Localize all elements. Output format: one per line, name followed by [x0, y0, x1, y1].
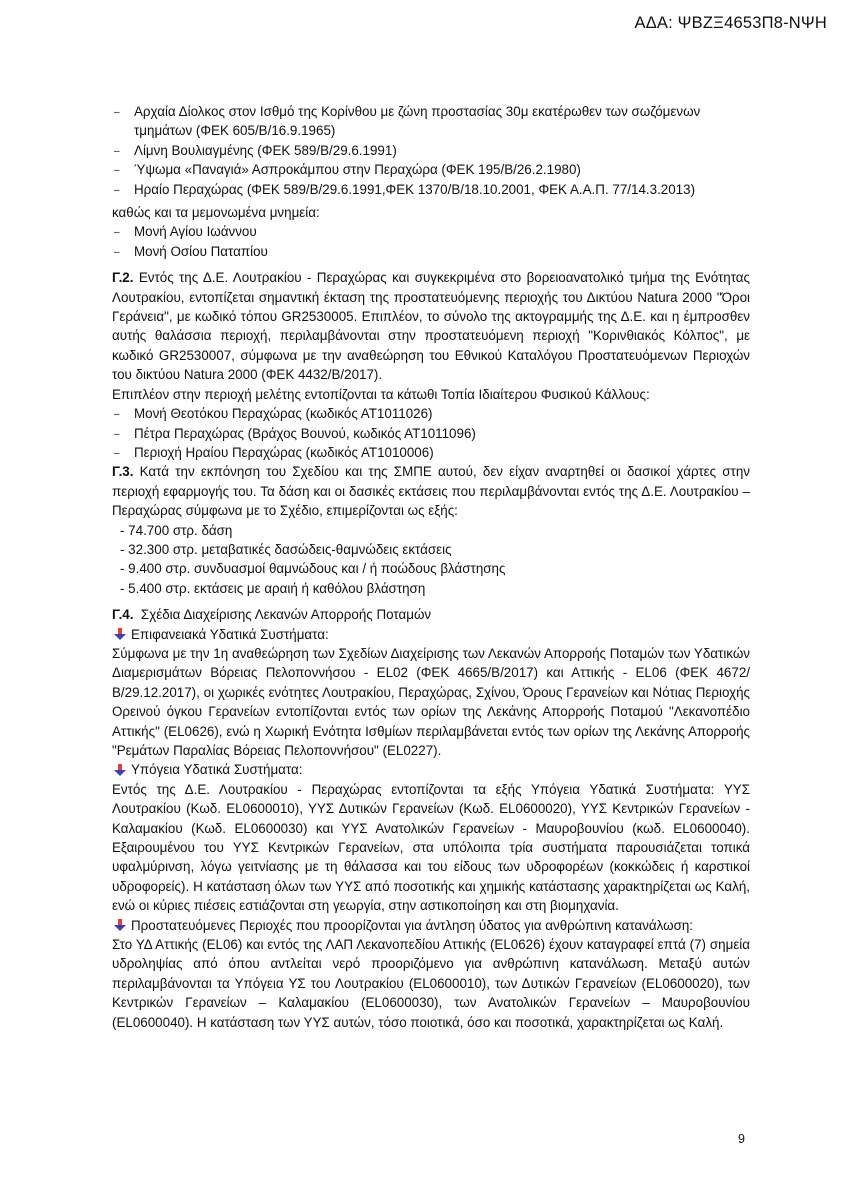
surface-heading [112, 625, 750, 644]
list-item: – Πέτρα Περαχώρας (Βράχος Βουνού, κωδικός ΑΤ1011096) [112, 424, 750, 443]
landscape-intro: Επιπλέον στην περιοχή μελέτης εντοπίζονται τα κάτωθι Τοπία Ιδιαίτερου Φυσικού Κάλλους: [112, 386, 650, 402]
list-item: - 5.400 στρ. εκτάσεις με αραιή ή καθόλου βλάστηση [120, 580, 426, 596]
list-item: - 9.400 στρ. συνδυασμοί θαμνώδους και / ή ποώδους βλάστησης [120, 561, 506, 577]
section-label: Γ.3. [112, 464, 134, 480]
surface-heading-text: Επιφανειακά Υδατικά Συστήματα: [131, 626, 329, 642]
section-g4-title [112, 605, 750, 624]
list-item: – Αρχαία Δίολκος στον Ισθμό της Κορίνθου με ζώνη προστασίας 30μ εκατέρωθεν των σωζόμενων τμημάτων (ΦΕΚ 605/Β/16.9.1965) [112, 102, 750, 141]
page-number: 9 [738, 1132, 745, 1146]
list-item: – Περιοχή Ηραίου Περαχώρας (κωδικός ΑΤ1010006) [112, 443, 750, 462]
arrow-down-icon [114, 628, 126, 641]
section-g3 [112, 462, 750, 520]
protected-text: Στο ΥΔ Αττικής (EL06) και εντός της ΛΑΠ Λεκανοπεδίου Αττικής (EL0626) έχουν καταγραφεί επτά (7) σημεία υδροληψίας από όπου αντλείται νερό προοριζόμενο για ανθρώπινη κατανάλωση. Μεταξύ αυτών περιλαμβάνονται τα Υπόγεια ΥΣ του Λουτρακίου (EL0600010), των Δυτικών Γερανείων (EL0600020), των Κεντρικών Γερανείων – Καλαμακίου (EL0600030), των Ανατολικών Γερανείων – Μαυροβουνίου (EL0600040). Η κατάσταση των ΥΥΣ αυτών, τόσο ποιοτικά, όσο και ποσοτικά, χαρακτηρίζεται ως Καλή. [112, 937, 750, 1030]
document-body [112, 102, 750, 1032]
section-text: Εντός της Δ.Ε. Λουτρακίου - Περαχώρας και συγκεκριμένα στο βορειοανατολικό τμήμα της Ενότητας Λουτρακίου, εντοπίζεται σημαντική έκταση της προστατευόμενης περιοχής του Δικτύου Natura 2000 "Όροι Γεράνεια", με κωδικό τόπου GR2530005. Επιπλέον, το σύνολο της ακτογραμμής της Δ.Ε. και η έμπροσθεν αυτής θαλάσσια περιοχή, περιλαμβάνονται στην προστατευόμενη περιοχή "Κορινθιακός Κόλπος", με κωδικό GR2530007, σύμφωνα με την αναθεώρηση του Εθνικού Καταλόγου Προστατευόμενων Περιοχών του δικτύου Natura 2000 (ΦΕΚ 4432/Β/2017). [112, 270, 750, 383]
ada-code: ΑΔΑ: ΨΒΖΞ4653Π8-ΝΨΗ [634, 14, 827, 32]
protected-heading [112, 916, 750, 935]
list-item: – Ύψωμα «Παναγιά» Ασπροκάμπου στην Περαχώρα (ΦΕΚ 195/Β/26.2.1980) [112, 160, 750, 179]
section-label: Γ.2. [112, 270, 134, 286]
isolated-intro: καθώς και τα μεμονωμένα μνημεία: [112, 205, 320, 221]
surface-text: Σύμφωνα με την 1η αναθεώρηση των Σχεδίων Διαχείρισης των Λεκανών Απορροής Ποταμών των Υδατικών Διαμερισμάτων Βόρειας Πελοποννήσου - EL02 (ΦΕΚ 4665/Β/2017) και Αττικής - EL06 (ΦΕΚ 4672/Β/29.12.2017), οι χωρικές ενότητες Λουτρακίου, Περαχώρας, Σχίνου, Όρους Γερανείων και Νότιας Περιοχής Ορεινού όγκου Γερανείων εντοπίζονται εντός των ορίων της Λεκάνης Απορροής Ποταμού "Λεκανοπέδιο Αττικής" (EL0626), ενώ η Χωρική Ενότητα Ισθμίων περιλαμβάνεται εντός των ορίων της Λεκάνης Απορροής "Ρεμάτων Παραλίας Βόρειας Πελοποννήσου" (EL0227). [112, 645, 750, 758]
section-g2 [112, 268, 750, 384]
list-item: – Ηραίο Περαχώρας (ΦΕΚ 589/Β/29.6.1991,ΦΕΚ 1370/Β/18.10.2001, ΦΕΚ Α.Α.Π. 77/14.3.2013) [112, 180, 750, 199]
ground-text: Εντός της Δ.Ε. Λουτρακίου - Περαχώρας εντοπίζονται τα εξής Υπόγεια Υδατικά Συστήματα: ΥΥΣ Λουτρακίου (Κωδ. EL0600010), ΥΥΣ Δυτικών Γερανείων (Κωδ. EL0600020), ΥΥΣ Κεντρικών Γερανείων - Καλαμακίου (Κωδ. EL0600030) και ΥΥΣ Ανατολικών Γερανείων - Μαυροβουνίου (κωδ. EL0600040). Εξαιρουμένου του ΥΥΣ Κεντρικών Γερανείων, στα υπόλοιπα τρία συστήματα παρουσιάζεται τοπικά υφαλμύρινση, λόγω γειτνίασης με τη θάλασσα και του είδους των υδροφορέων (κοκκώδεις ή καρστικοί υδροφορείς). Η κατάσταση όλων των ΥΥΣ από ποσοτικής και χημικής κατάστασης χαρακτηρίζεται ως Καλή, ενώ οι κύριες πιέσεις εστιάζονται στη γεωργία, στην αστικοποίηση και στη βιομηχανία. [112, 781, 750, 914]
list-item: – Λίμνη Βουλιαγμένης (ΦΕΚ 589/Β/29.6.1991) [112, 141, 750, 160]
ground-heading [112, 760, 750, 779]
list-item: - 74.700 στρ. δάση [120, 522, 233, 538]
list-item: – Μονή Θεοτόκου Περαχώρας (κωδικός ΑΤ1011026) [112, 404, 750, 423]
landscapes-list [112, 404, 750, 462]
list-item: – Μονή Αγίου Ιωάννου [112, 222, 750, 241]
ground-heading-text: Υπόγεια Υδατικά Συστήματα: [131, 762, 303, 778]
forest-areas-list [112, 521, 750, 599]
monuments-list [112, 102, 750, 199]
list-item: - 32.300 στρ. μεταβατικές δασώδεις-θαμνώδεις εκτάσεις [120, 541, 452, 557]
protected-heading-text: Προστατευόμενες Περιοχές που προορίζονται για άντληση ύδατος για ανθρώπινη κατανάλωση: [131, 917, 694, 933]
isolated-monuments-list [112, 222, 750, 261]
section-title: Σχέδια Διαχείρισης Λεκανών Απορροής Ποταμών [140, 607, 432, 623]
section-label: Γ.4. [112, 607, 134, 623]
arrow-down-icon [114, 764, 126, 777]
list-item: – Μονή Οσίου Παταπίου [112, 242, 750, 261]
arrow-down-icon [114, 919, 126, 932]
section-text: Κατά την εκπόνηση του Σχεδίου και της ΣΜΠΕ αυτού, δεν είχαν αναρτηθεί οι δασικοί χάρτες στην περιοχή εφαρμογής του. Τα δάση και οι δασικές εκτάσεις που περιλαμβάνονται εντός της Δ.Ε. Λουτρακίου – Περαχώρας σύμφωνα με το Σχέδιο, επιμερίζονται ως εξής: [112, 464, 750, 519]
